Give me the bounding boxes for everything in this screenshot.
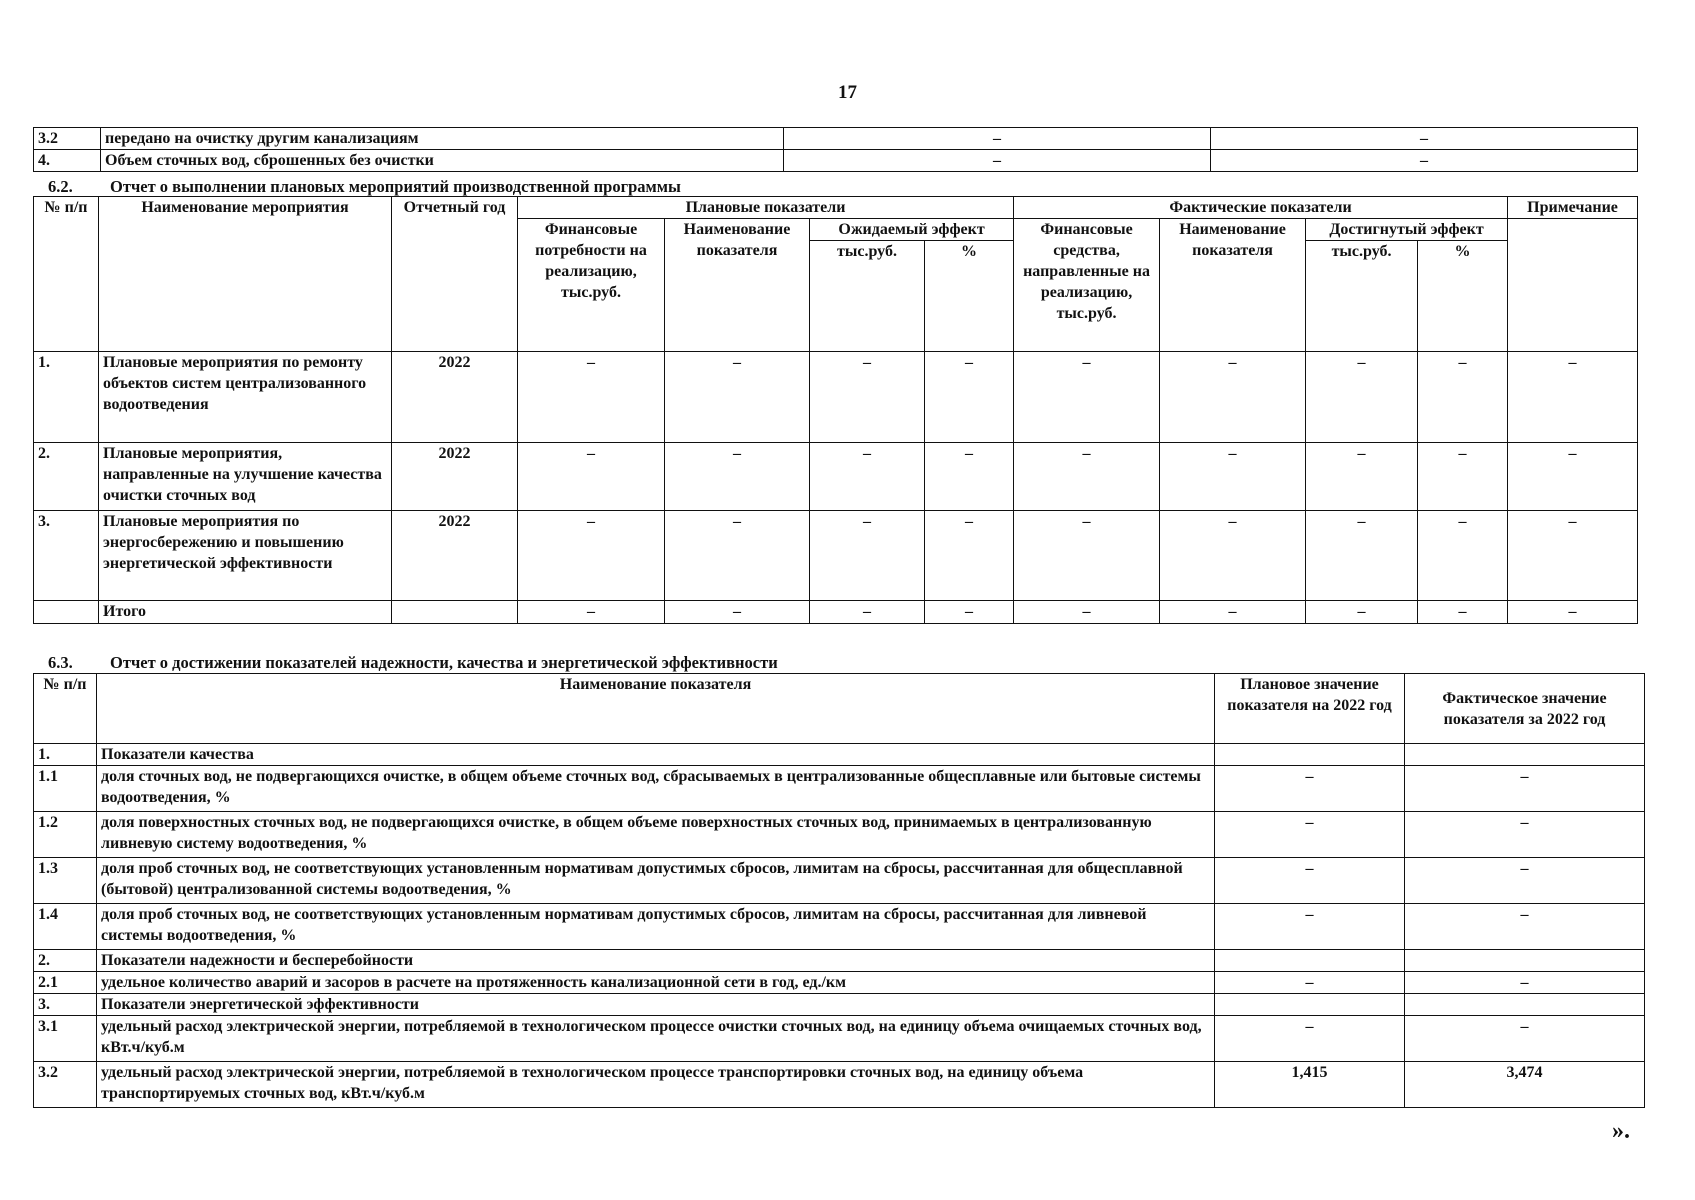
value-cell: – [518,601,665,624]
header-num: № п/п [34,197,99,352]
row-name: Плановые мероприятия, направленные на улучшение качества очистки сточных вод [99,443,392,511]
row-name: доля проб сточных вод, не соответствующих установленным нормативам допустимых сбросов, лимитам на сбросы, рассчитанная для общесплавной (бытовой) централизованной системы водоотведения, % [97,858,1215,904]
header-actual: Фактические показатели [1014,197,1508,219]
table-row [34,1016,1645,1062]
section-number: 6.2. [48,177,73,196]
table-row [34,812,1645,858]
plan-value: – [1215,1016,1405,1062]
header-plan-effect: Ожидаемый эффект [810,219,1014,241]
note-blank [1508,219,1638,352]
header-fact-fin: Финансовые средства, направленные на реализацию, тыс.руб. [1014,219,1160,352]
continuation-table [33,127,1638,172]
value-cell: – [1014,352,1160,443]
row-number: 2.1 [34,972,97,994]
fact-value [1405,994,1645,1016]
section-title: Отчет о достижении показателей надежности, качества и энергетической эффективности [110,653,778,672]
row-year: 2022 [392,352,518,443]
plan-value [1215,994,1405,1016]
header-plan: Плановое значение показателя на 2022 год [1215,674,1405,744]
value-cell: – [1211,150,1638,172]
value-cell: – [810,352,925,443]
plan-value: – [1215,766,1405,812]
table-row [34,352,1638,443]
plan-value [1215,950,1405,972]
header-num: № п/п [34,674,97,744]
table-row [34,1062,1645,1108]
value-cell: – [665,443,810,511]
value-cell: – [1211,128,1638,150]
value-cell: – [1160,443,1306,511]
value-cell: – [1508,511,1638,601]
header-name: Наименование показателя [97,674,1215,744]
value-cell: – [665,511,810,601]
closing-quote-mark: ». [1612,1118,1630,1144]
header-fact-effect: Достигнутый эффект [1306,219,1508,241]
header-tr1: тыс.руб. [810,241,925,352]
value-cell: – [1160,601,1306,624]
row-year [392,601,518,624]
table-row [34,994,1645,1016]
value-cell: – [784,128,1211,150]
value-cell: – [810,443,925,511]
value-cell: – [1508,352,1638,443]
fact-value [1405,744,1645,766]
row-number: 1. [34,744,97,766]
row-name: удельный расход электрической энергии, потребляемой в технологическом процессе очистки сточных вод, на единицу объема очищаемых сточных вод, кВт.ч/куб.м [97,1016,1215,1062]
row-number: 2. [34,443,99,511]
row-name: Показатели качества [97,744,1215,766]
fact-value: – [1405,1016,1645,1062]
table-row [34,150,1638,172]
row-name: Показатели энергетической эффективности [97,994,1215,1016]
value-cell: – [1160,352,1306,443]
value-cell: – [1160,511,1306,601]
row-number: 1.1 [34,766,97,812]
table-row [34,744,1645,766]
value-cell: – [810,601,925,624]
header-note: Примечание [1508,197,1638,219]
table-row [34,972,1645,994]
value-cell: – [925,601,1014,624]
row-number [34,601,99,624]
fact-value: – [1405,858,1645,904]
total-label: Итого [99,601,392,624]
section-title: Отчет о выполнении плановых мероприятий производственной программы [110,177,681,196]
table-row [34,904,1645,950]
header-plan-ind: Наименование показателя [665,219,810,352]
table-row [34,443,1638,511]
value-cell: – [665,601,810,624]
plan-value: – [1215,972,1405,994]
header-planned: Плановые показатели [518,197,1014,219]
fact-value: – [1405,766,1645,812]
row-name: доля поверхностных сточных вод, не подвергающихся очистке, в общем объеме поверхностных сточных вод, принимаемых в централизованную ливневую систему водоотведения, % [97,812,1215,858]
value-cell: – [1014,601,1160,624]
row-number: 3.1 [34,1016,97,1062]
row-number: 1.2 [34,812,97,858]
header-name: Наименование мероприятия [99,197,392,352]
row-name: Плановые мероприятия по энергосбережению и повышению энергетической эффективности [99,511,392,601]
section-number: 6.3. [48,653,73,672]
planned-measures-table [33,196,1638,624]
value-cell: – [1014,511,1160,601]
section-6-2-heading [48,177,681,197]
plan-value: – [1215,812,1405,858]
value-cell: – [784,150,1211,172]
table-row [34,511,1638,601]
page-number: 17 [838,82,857,103]
plan-value: 1,415 [1215,1062,1405,1108]
value-cell: – [518,443,665,511]
row-year: 2022 [392,443,518,511]
row-name: доля сточных вод, не подвергающихся очистке, в общем объеме сточных вод, сбрасываемых в централизованные общесплавные или бытовые системы водоотведения, % [97,766,1215,812]
row-label: Объем сточных вод, сброшенных без очистки [101,150,784,172]
value-cell: – [1418,601,1508,624]
plan-value: – [1215,904,1405,950]
total-row [34,601,1638,624]
row-number: 1.3 [34,858,97,904]
value-cell: – [1418,511,1508,601]
header-fact-ind: Наименование показателя [1160,219,1306,352]
value-cell: – [1508,601,1638,624]
value-cell: – [1306,511,1418,601]
indicators-table [33,673,1645,1108]
table-row [34,950,1645,972]
value-cell: – [1418,352,1508,443]
value-cell: – [665,352,810,443]
header-pct1: % [925,241,1014,352]
row-number: 1.4 [34,904,97,950]
value-cell: – [518,511,665,601]
row-number: 2. [34,950,97,972]
value-cell: – [1306,601,1418,624]
header-tr2: тыс.руб. [1306,241,1418,352]
value-cell: – [1418,443,1508,511]
header-pct2: % [1418,241,1508,352]
row-name: Плановые мероприятия по ремонту объектов систем централизованного водоотведения [99,352,392,443]
row-name: удельный расход электрической энергии, потребляемой в технологическом процессе транспортировки сточных вод, на единицу объема транспортируемых сточных вод, кВт.ч/куб.м [97,1062,1215,1108]
row-name: доля проб сточных вод, не соответствующих установленным нормативам допустимых сбросов, лимитам на сбросы, рассчитанная для ливневой системы водоотведения, % [97,904,1215,950]
row-number: 3. [34,511,99,601]
row-label: передано на очистку другим канализациям [101,128,784,150]
table-row [34,858,1645,904]
row-name: Показатели надежности и бесперебойности [97,950,1215,972]
row-name: удельное количество аварий и засоров в расчете на протяженность канализационной сети в год, ед./км [97,972,1215,994]
value-cell: – [1508,443,1638,511]
plan-value [1215,744,1405,766]
header-year: Отчетный год [392,197,518,352]
row-number: 3.2 [34,128,101,150]
plan-value: – [1215,858,1405,904]
value-cell: – [925,511,1014,601]
value-cell: – [1014,443,1160,511]
value-cell: – [1306,443,1418,511]
fact-value: – [1405,904,1645,950]
fact-value: 3,474 [1405,1062,1645,1108]
row-number: 3.2 [34,1062,97,1108]
header-plan-fin: Финансовые потребности на реализацию, тыс.руб. [518,219,665,352]
value-cell: – [1306,352,1418,443]
table-row [34,766,1645,812]
value-cell: – [810,511,925,601]
row-number: 1. [34,352,99,443]
row-number: 3. [34,994,97,1016]
row-number: 4. [34,150,101,172]
table-row [34,128,1638,150]
value-cell: – [925,352,1014,443]
fact-value: – [1405,812,1645,858]
header-fact: Фактическое значение показателя за 2022 год [1405,674,1645,744]
fact-value [1405,950,1645,972]
section-6-3-heading [48,653,778,673]
value-cell: – [925,443,1014,511]
value-cell: – [518,352,665,443]
row-year: 2022 [392,511,518,601]
fact-value: – [1405,972,1645,994]
